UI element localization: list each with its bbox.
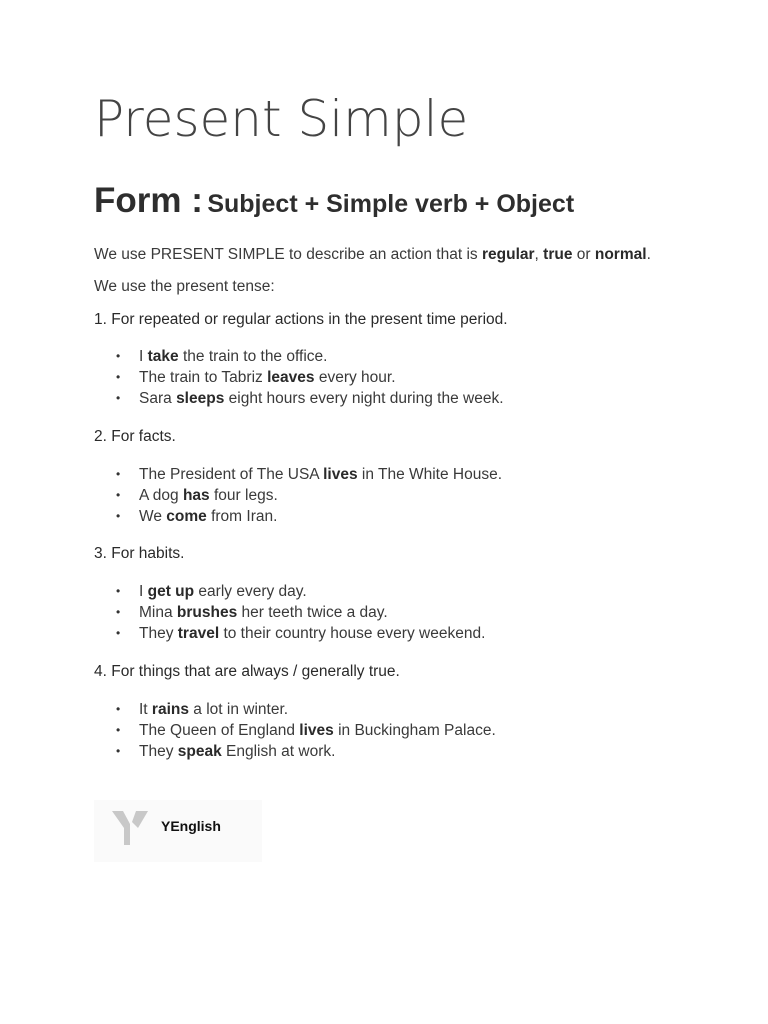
list-item xyxy=(94,506,502,527)
list-item xyxy=(94,623,485,644)
usage-intro: We use the present tense: xyxy=(94,278,275,295)
bullet-icon: • xyxy=(116,744,121,758)
example-text: a lot in winter. xyxy=(188,701,289,718)
brand-logo xyxy=(94,800,262,862)
list-item xyxy=(94,485,502,506)
y-logo-icon xyxy=(110,808,150,848)
bullet-icon: • xyxy=(116,488,121,502)
section-heading: 1. For repeated or regular actions in the present time period. xyxy=(94,311,508,328)
section-heading: 2. For facts. xyxy=(94,428,176,445)
bullet-icon: • xyxy=(116,605,121,619)
example-verb: take xyxy=(147,348,179,365)
example-list xyxy=(94,699,496,762)
example-text: They xyxy=(139,625,178,642)
list-item xyxy=(94,367,504,388)
intro-keyword: normal xyxy=(594,246,647,263)
list-item xyxy=(94,699,496,720)
example-verb: has xyxy=(182,487,210,504)
bullet-icon: • xyxy=(116,584,121,598)
example-text: four legs. xyxy=(209,487,278,504)
list-item xyxy=(94,388,504,409)
example-verb: come xyxy=(166,508,207,525)
bullet-icon: • xyxy=(116,467,121,481)
intro-text: , xyxy=(534,246,544,263)
example-verb: rains xyxy=(151,701,189,718)
brand-name: YEnglish xyxy=(161,818,221,834)
example-list xyxy=(94,346,504,409)
bullet-icon: • xyxy=(116,349,121,363)
form-label: Form : xyxy=(94,181,203,220)
list-item xyxy=(94,581,485,602)
example-text: to their country house every weekend. xyxy=(219,625,486,642)
example-text: in Buckingham Palace. xyxy=(333,722,496,739)
intro-keyword: true xyxy=(543,246,573,263)
intro-keyword: regular xyxy=(481,246,535,263)
example-verb: speak xyxy=(177,743,222,760)
list-item xyxy=(94,464,502,485)
bullet-icon: • xyxy=(116,702,121,716)
example-text: in The White House. xyxy=(357,466,503,483)
bullet-icon: • xyxy=(116,391,121,405)
bullet-icon: • xyxy=(116,509,121,523)
section-heading: 3. For habits. xyxy=(94,545,185,562)
intro-text: . xyxy=(646,246,651,263)
list-item xyxy=(94,346,504,367)
section-heading: 4. For things that are always / generally true. xyxy=(94,663,400,680)
form-formula-line xyxy=(94,180,574,222)
example-text: We xyxy=(139,508,167,525)
example-text: The Queen of England xyxy=(139,722,300,739)
bullet-icon: • xyxy=(116,723,121,737)
example-text: The President of The USA xyxy=(139,466,324,483)
example-text: English at work. xyxy=(221,743,336,760)
example-verb: leaves xyxy=(267,369,315,386)
list-item xyxy=(94,741,496,762)
example-verb: travel xyxy=(177,625,220,642)
example-text: The train to Tabriz xyxy=(139,369,268,386)
example-verb: lives xyxy=(299,722,334,739)
example-text: I xyxy=(139,348,148,365)
intro-text: or xyxy=(572,246,595,263)
example-list xyxy=(94,581,485,644)
example-text: the train to the office. xyxy=(178,348,328,365)
bullet-icon: • xyxy=(116,370,121,384)
page-title: Present Simple xyxy=(94,90,469,148)
intro-text: We use PRESENT SIMPLE to describe an action that is xyxy=(94,246,482,263)
example-text: eight hours every night during the week. xyxy=(224,390,504,407)
example-text: every hour. xyxy=(314,369,396,386)
example-text: Sara xyxy=(139,390,177,407)
example-verb: brushes xyxy=(176,604,238,621)
example-text: It xyxy=(139,701,152,718)
list-item xyxy=(94,602,485,623)
example-verb: get up xyxy=(147,583,195,600)
bullet-icon: • xyxy=(116,626,121,640)
example-text: A dog xyxy=(139,487,183,504)
list-item xyxy=(94,720,496,741)
example-text: Mina xyxy=(139,604,177,621)
example-text: I xyxy=(139,583,148,600)
form-formula: Subject + Simple verb + Object xyxy=(207,190,575,218)
example-list xyxy=(94,464,502,527)
example-text: from Iran. xyxy=(206,508,278,525)
example-text: her teeth twice a day. xyxy=(237,604,388,621)
example-text: They xyxy=(139,743,178,760)
example-text: early every day. xyxy=(194,583,307,600)
intro-paragraph xyxy=(94,245,651,265)
example-verb: sleeps xyxy=(176,390,225,407)
example-verb: lives xyxy=(323,466,358,483)
